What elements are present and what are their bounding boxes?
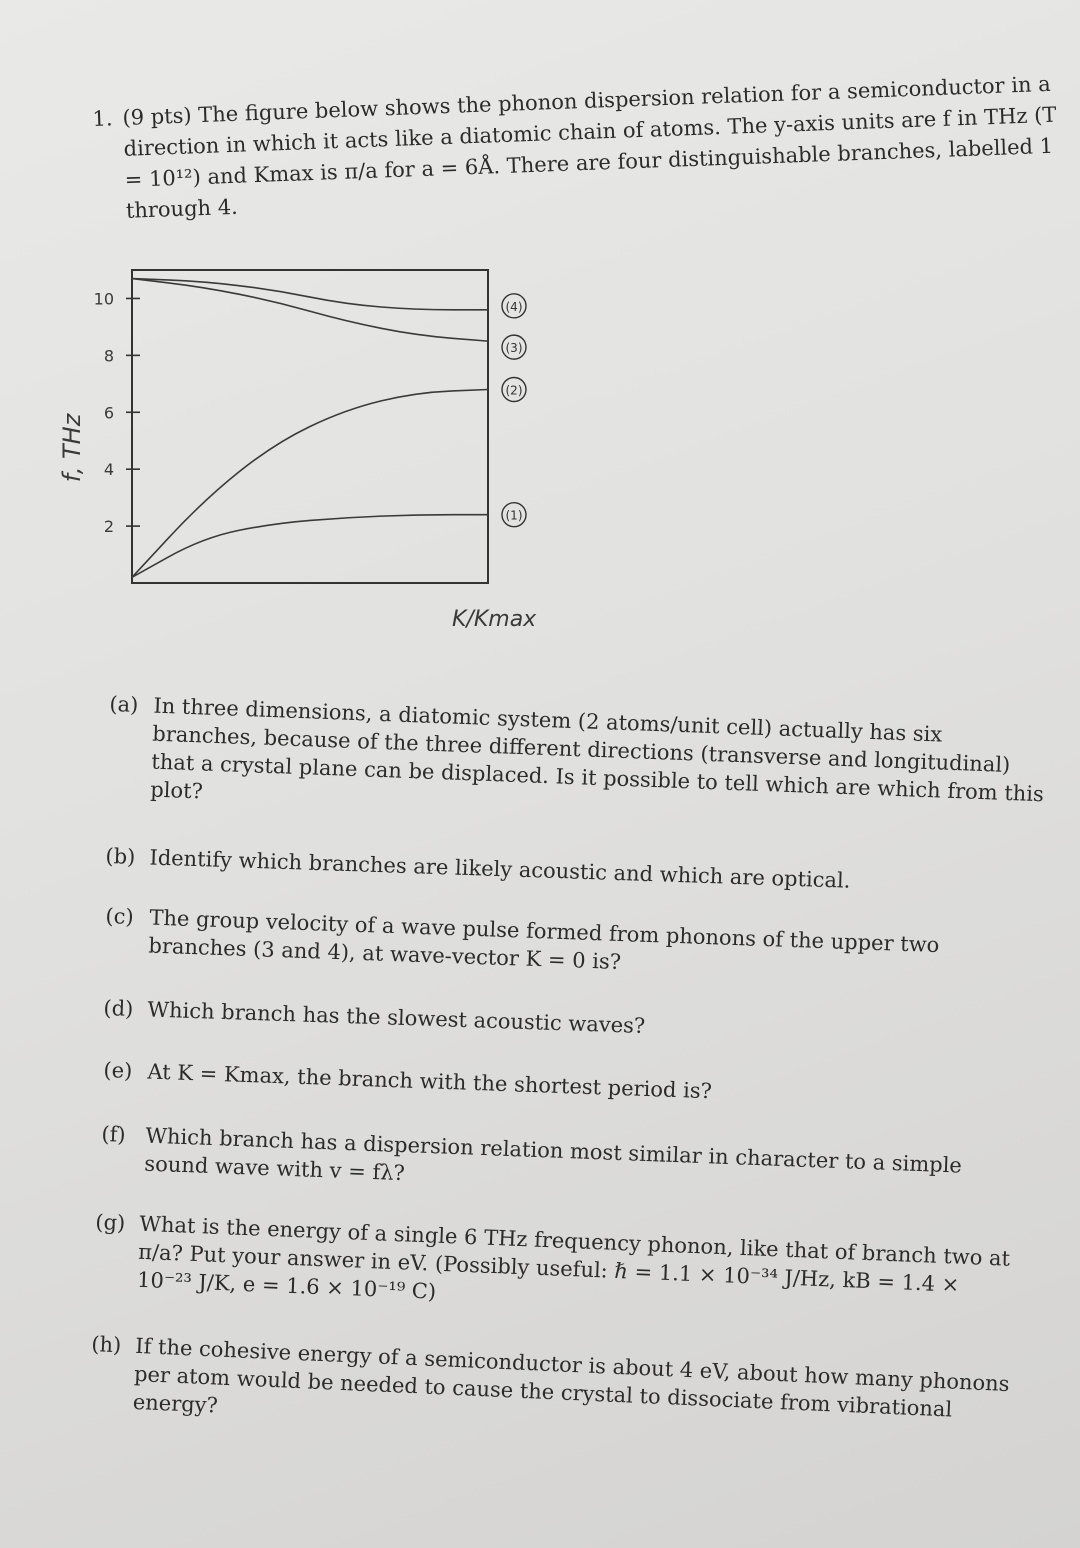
- part-a-text: In three dimensions, a diatomic system (2 atoms/unit cell) actually has six branches, because of the three different directions (transverse and longitudinal) that a crystal plane can be displaced. Is it possible to tell which are which from this plot?: [149, 693, 1045, 807]
- part-d-label: (d): [103, 995, 134, 1021]
- part-d: [103, 994, 704, 1042]
- branch-label: (1): [505, 508, 523, 523]
- question-header: [92, 68, 1066, 227]
- part-b-text: Identify which branches are likely acoustic and which are optical.: [149, 845, 851, 893]
- part-e-text: At K = Kmax, the branch with the shortest period is?: [147, 1059, 713, 1104]
- question-text: (9 pts) The figure below shows the phonon dispersion relation for a semiconductor in a direction in which it acts like a diatomic chain of atoms. The y-axis units are f in THz (T = 10¹²) and Kmax is π/a for a = 6Å. There are four distinguishable branches, labelled 1 through 4.: [122, 71, 1057, 223]
- part-f-label: (f): [101, 1121, 127, 1147]
- part-f-text: Which branch has a dispersion relation most similar in character to a simple sound wave with v = fλ?: [143, 1123, 963, 1186]
- question-number: 1.: [92, 106, 114, 131]
- part-g-label: (g): [94, 1209, 126, 1236]
- y-tick-label: 6: [103, 403, 114, 423]
- y-tick-label: 2: [103, 517, 114, 537]
- y-tick-label: 10: [93, 289, 114, 309]
- part-g-text: What is the energy of a single 6 THz frequency phonon, like that of branch two at π/a? Put your answer in eV. (Possibly useful: ℏ = 1.1 × 10⁻³⁴ J/Hz, kB = 1.4 × 10⁻²³ J/K, e = 1.6 × 10⁻¹⁹ C): [136, 1211, 1011, 1304]
- part-h: [88, 1330, 1011, 1454]
- part-c: [104, 902, 1025, 990]
- branch-label: (3): [505, 341, 523, 356]
- part-g: [93, 1208, 1016, 1329]
- part-c-text: The group velocity of a wave pulse formed from phonons of the upper two branches (3 and 4), at wave-vector K = 0 is?: [148, 905, 940, 975]
- x-axis-label: K/Kmax: [452, 607, 537, 632]
- y-tick-label: 4: [103, 460, 114, 480]
- part-b-label: (b): [105, 843, 136, 869]
- part-d-text: Which branch has the slowest acoustic waves?: [147, 997, 646, 1038]
- part-a: [106, 690, 1049, 836]
- part-f: [100, 1120, 1021, 1210]
- part-h-text: If the cohesive energy of a semiconductor is about 4 eV, about how many phonons per atom would be needed to cause the crystal to dissociate from vibrational energy?: [132, 1333, 1011, 1422]
- part-a-label: (a): [109, 691, 139, 718]
- branch-label: (2): [505, 383, 523, 398]
- dispersion-plot: [40, 258, 560, 648]
- part-h-label: (h): [90, 1331, 122, 1358]
- y-axis-label: f, THz: [58, 413, 86, 483]
- branch-1-curve: [132, 515, 488, 578]
- branch-2-curve: [132, 390, 488, 578]
- part-c-label: (c): [105, 903, 135, 929]
- part-b: [105, 842, 866, 895]
- part-e: [103, 1056, 764, 1107]
- y-tick-label: 8: [103, 346, 114, 366]
- part-e-label: (e): [103, 1057, 133, 1083]
- branch-4-curve: [132, 279, 488, 310]
- branch-label: (4): [505, 299, 523, 314]
